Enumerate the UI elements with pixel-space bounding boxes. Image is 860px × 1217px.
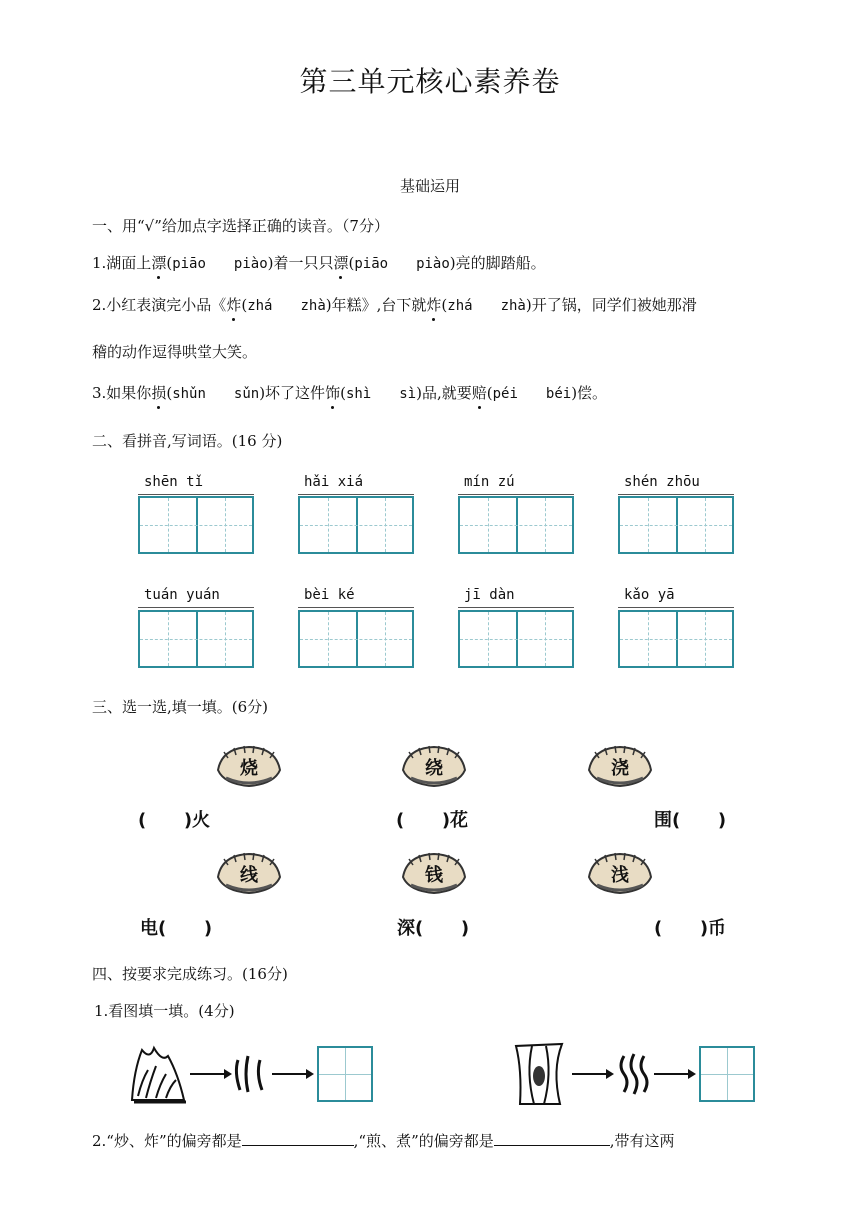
pinyin-label: shén zhōu [624,474,700,490]
writing-grid[interactable] [618,496,734,554]
q1-item2-cont: 稽的动作逗得哄堂大笑。 [92,343,258,361]
pinyin-label: tuán yuán [144,587,220,603]
arrow-icon [654,1068,696,1080]
fill-blank[interactable]: 电( ) [140,918,213,939]
blank-line[interactable] [494,1131,610,1146]
pinyin-underline [138,494,254,495]
pinyin-underline [138,607,254,608]
q4-sub2: 2.“炒、炸”的偏旁都是 ,“煎、煮”的偏旁都是 ,带有这两 [92,1132,675,1150]
pinyin-underline [618,607,734,608]
fill-blank[interactable]: ( )花 [396,810,469,831]
pinyin-label: hǎi xiá [304,474,364,490]
section-subtitle: 基础运用 [399,177,460,195]
blank-line[interactable] [242,1131,354,1146]
pinyin-underline [618,494,734,495]
writing-grid[interactable] [618,610,734,668]
arrow-icon [572,1068,614,1080]
pinyin-underline [298,607,414,608]
pinyin-label: mín zú [464,474,515,490]
water-glyph-icon [616,1052,650,1096]
writing-grid[interactable] [138,610,254,668]
q1-heading: 一、用“√”给加点字选择正确的读音。（7分） [92,217,389,235]
pinyin-label: bèi ké [304,587,355,603]
fire-picture-icon [128,1040,188,1108]
page-title: 第三单元核心素养卷 [299,65,561,98]
pinyin-underline [458,494,574,495]
fill-blank[interactable]: 深( ) [397,918,470,939]
q1-item3: 3.如果你损(shǔn sǔn)坏了这件饰(shì sì)品,就要赔(péi béi)偿。 [92,384,608,402]
pinyin-label: jī dàn [464,587,515,603]
arrow-icon [272,1068,314,1080]
shell-character: 线 [240,865,258,886]
q2-heading: 二、看拼音,写词语。(16 分) [92,432,283,450]
pinyin-underline [458,607,574,608]
fill-blank[interactable]: 围( ) [654,810,727,831]
q3-heading: 三、选一选,填一填。(6分) [92,698,269,716]
shell-character: 钱 [425,865,443,886]
writing-grid[interactable] [298,496,414,554]
water-picture-icon [512,1040,566,1108]
arrow-icon [190,1068,232,1080]
shell-character: 浅 [611,865,629,886]
writing-grid[interactable] [138,496,254,554]
shell-character: 烧 [240,758,258,779]
q1-item1: 1.湖面上漂(piāo piào)着一只只漂(piāo piào)亮的脚踏船。 [92,254,546,272]
q4-heading: 四、按要求完成练习。(16分) [92,965,288,983]
shell-character: 浇 [611,758,629,779]
answer-box[interactable] [317,1046,373,1102]
q1-item2: 2.小红表演完小品《炸(zhá zhà)年糕》,台下就炸(zhá zhà)开了锅，同学们被她那滑 [92,296,697,314]
answer-box[interactable] [699,1046,755,1102]
fire-glyph-icon [232,1052,266,1096]
writing-grid[interactable] [458,496,574,554]
shell-character: 绕 [425,758,443,779]
pinyin-label: kǎo yā [624,587,675,603]
q4-sub1: 1.看图填一填。(4分) [94,1002,235,1020]
fill-blank[interactable]: ( )火 [138,810,211,831]
writing-grid[interactable] [458,610,574,668]
fill-blank[interactable]: ( )币 [654,918,727,939]
pinyin-underline [298,494,414,495]
writing-grid[interactable] [298,610,414,668]
pinyin-label: shēn tǐ [144,474,204,490]
